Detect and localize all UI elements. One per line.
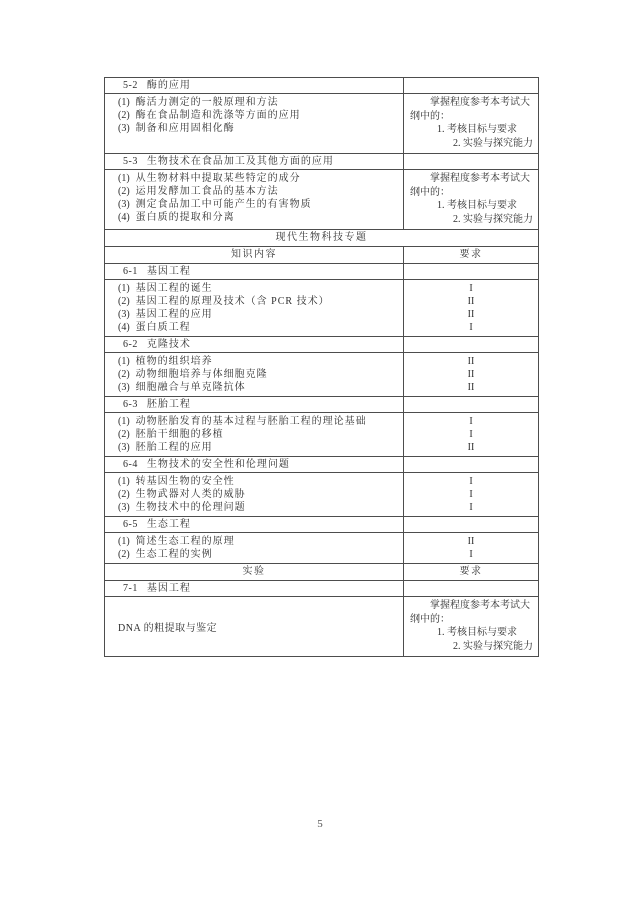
item-number: (2) <box>118 489 130 500</box>
item-number: (1) <box>118 97 130 108</box>
item-number: (1) <box>118 416 130 427</box>
empty-requirement-cell <box>404 78 539 94</box>
section-row-6-3 <box>105 397 539 413</box>
items-row-6-5 <box>105 533 539 564</box>
section-row-6-5 <box>105 517 539 533</box>
section-row-5-3 <box>105 154 539 170</box>
item-text: 基因工程的原理及技术（含 PCR 技术） <box>135 296 330 307</box>
section-row-6-1 <box>105 264 539 280</box>
banner-row <box>105 230 539 247</box>
item <box>118 122 403 135</box>
page-number: 5 <box>317 818 323 830</box>
column-header-knowledge: 知识内容 <box>105 247 404 264</box>
column-header-requirement: 要求 <box>404 564 539 581</box>
item <box>118 355 403 368</box>
mastery-note <box>404 170 539 230</box>
item <box>118 501 403 514</box>
syllabus-table <box>104 77 539 657</box>
section-row-5-2 <box>105 78 539 94</box>
items-row-6-3 <box>105 413 539 457</box>
banner-modern-biotech: 现代生物科技专题 <box>105 230 539 247</box>
item-number: (4) <box>118 212 130 223</box>
mastery-note-point-2: 2. 实验与探究能力 <box>453 640 533 652</box>
section-code: 7-1 <box>123 583 138 594</box>
item-text: 生物技术中的伦理问题 <box>135 502 246 513</box>
items-row-5-2 <box>105 94 539 154</box>
item-text: 蛋白质工程 <box>135 322 191 333</box>
requirement-level: I <box>469 322 473 333</box>
item-text: 转基因生物的安全性 <box>135 476 235 487</box>
section-title: 生态工程 <box>146 519 191 530</box>
item <box>118 428 403 441</box>
section-code: 6-1 <box>123 266 138 277</box>
section-code: 6-4 <box>123 459 138 470</box>
item <box>118 368 403 381</box>
item-number: (3) <box>118 502 130 513</box>
mastery-note-point-2: 2. 实验与探究能力 <box>453 213 533 225</box>
requirement-level: II <box>467 382 475 393</box>
item-number: (1) <box>118 476 130 487</box>
banner-experiment: 实验 <box>105 564 404 581</box>
item-number: (2) <box>118 429 130 440</box>
section-code: 6-2 <box>123 339 138 350</box>
item <box>118 198 403 211</box>
requirement-level: II <box>467 309 475 320</box>
items-row-5-3 <box>105 170 539 230</box>
item-number: (2) <box>118 549 130 560</box>
section-row-7-1 <box>105 581 539 597</box>
experiment-row <box>105 597 539 657</box>
items-row-6-1 <box>105 280 539 337</box>
item <box>118 308 403 321</box>
item-text: 测定食品加工中可能产生的有害物质 <box>135 199 312 210</box>
item <box>118 282 403 295</box>
item-text: 基因工程的应用 <box>135 309 213 320</box>
empty-requirement-cell <box>404 154 539 170</box>
item-number: (3) <box>118 123 130 134</box>
requirement-level: I <box>469 283 473 294</box>
requirement-level: II <box>467 536 475 547</box>
mastery-note-point-1: 1. 考核目标与要求 <box>437 124 517 135</box>
mastery-note-paragraph: 掌握程度参考本考试大纲中的： <box>410 600 530 625</box>
item-number: (1) <box>118 283 130 294</box>
item-number: (3) <box>118 442 130 453</box>
item-text: 生物武器对人类的威胁 <box>135 489 246 500</box>
item <box>118 475 403 488</box>
item-text: 细胞融合与单克隆抗体 <box>135 382 246 393</box>
requirement-level: I <box>469 429 473 440</box>
item-number: (3) <box>118 309 130 320</box>
item-text: 酶活力测定的一般原理和方法 <box>135 97 279 108</box>
item-text: 蛋白质的提取和分离 <box>135 212 235 223</box>
item-text: 简述生态工程的原理 <box>135 536 235 547</box>
item-text: 运用发酵加工食品的基本方法 <box>135 186 279 197</box>
mastery-note <box>404 597 539 657</box>
section-title: 生物技术在食品加工及其他方面的应用 <box>146 156 334 167</box>
item-number: (1) <box>118 356 130 367</box>
item-number: (1) <box>118 173 130 184</box>
item-text: 生态工程的实例 <box>135 549 213 560</box>
item-number: (1) <box>118 536 130 547</box>
item-text: 动物细胞培养与体细胞克隆 <box>135 369 268 380</box>
section-title: 生物技术的安全性和伦理问题 <box>146 459 290 470</box>
item <box>118 109 403 122</box>
empty-requirement-cell <box>404 337 539 353</box>
item <box>118 548 403 561</box>
item <box>118 185 403 198</box>
item-number: (3) <box>118 199 130 210</box>
requirement-level: II <box>467 369 475 380</box>
mastery-note-point-1: 1. 考核目标与要求 <box>437 200 517 211</box>
item-text: 基因工程的诞生 <box>135 283 213 294</box>
item-text: 胚胎工程的应用 <box>135 442 213 453</box>
requirement-level: II <box>467 296 475 307</box>
item-number: (2) <box>118 369 130 380</box>
section-row-6-4 <box>105 457 539 473</box>
mastery-note <box>404 94 539 154</box>
section-code: 6-3 <box>123 399 138 410</box>
section-code: 5-3 <box>123 156 138 167</box>
section-code: 6-5 <box>123 519 138 530</box>
item-text: 制备和应用固相化酶 <box>135 123 235 134</box>
item <box>118 415 403 428</box>
item-number: (4) <box>118 322 130 333</box>
section-title: 酶的应用 <box>146 80 191 91</box>
mastery-note-paragraph: 掌握程度参考本考试大纲中的： <box>410 97 530 122</box>
empty-requirement-cell <box>404 264 539 280</box>
section-code: 5-2 <box>123 80 138 91</box>
mastery-note-point-1: 1. 考核目标与要求 <box>437 627 517 638</box>
empty-requirement-cell <box>404 397 539 413</box>
item <box>118 535 403 548</box>
item-number: (2) <box>118 186 130 197</box>
item <box>118 441 403 454</box>
item <box>118 172 403 185</box>
item-number: (3) <box>118 382 130 393</box>
item <box>118 381 403 394</box>
experiment-header-row <box>105 564 539 581</box>
requirement-level: I <box>469 476 473 487</box>
empty-requirement-cell <box>404 517 539 533</box>
requirement-level: I <box>469 416 473 427</box>
item <box>118 295 403 308</box>
items-row-6-2 <box>105 353 539 397</box>
item-number: (2) <box>118 110 130 121</box>
item <box>118 96 403 109</box>
item <box>118 488 403 501</box>
section-title: 克隆技术 <box>146 339 191 350</box>
empty-requirement-cell <box>404 457 539 473</box>
item-number: (2) <box>118 296 130 307</box>
requirement-level: I <box>469 549 473 560</box>
items-row-6-4 <box>105 473 539 517</box>
item <box>118 321 403 334</box>
item <box>118 211 403 224</box>
item-text: 胚胎干细胞的移植 <box>135 429 224 440</box>
requirement-level: II <box>467 356 475 367</box>
column-header-requirement: 要求 <box>404 247 539 264</box>
mastery-note-point-2: 2. 实验与探究能力 <box>453 137 533 149</box>
item-text: 动物胚胎发育的基本过程与胚胎工程的理论基础 <box>135 416 367 427</box>
item-text: 酶在食品制造和洗涤等方面的应用 <box>135 110 301 121</box>
section-title: 基因工程 <box>146 583 191 594</box>
section-row-6-2 <box>105 337 539 353</box>
requirement-level: II <box>467 442 475 453</box>
section-title: 胚胎工程 <box>146 399 191 410</box>
empty-requirement-cell <box>404 581 539 597</box>
experiment-text: DNA 的粗提取与鉴定 <box>105 597 404 657</box>
mastery-note-paragraph: 掌握程度参考本考试大纲中的： <box>410 173 530 198</box>
item-text: 从生物材料中提取某些特定的成分 <box>135 173 301 184</box>
item-text: 植物的组织培养 <box>135 356 213 367</box>
section-title: 基因工程 <box>146 266 191 277</box>
requirement-level: I <box>469 502 473 513</box>
column-header-row <box>105 247 539 264</box>
requirement-level: I <box>469 489 473 500</box>
